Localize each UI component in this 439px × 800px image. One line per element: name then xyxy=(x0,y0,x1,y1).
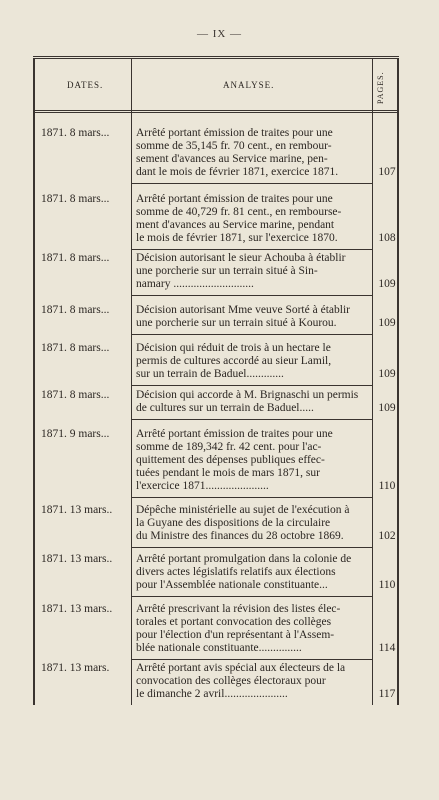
analysis-line: pour l'Assemblée nationale constituante... xyxy=(136,579,328,591)
analysis-line: pour l'élection d'un représentant à l'Assem- xyxy=(136,629,335,641)
analysis-line: somme de 40,729 fr. 81 cent., en rembourse- xyxy=(136,206,342,218)
analysis-line: quittement des dépenses publiques effec- xyxy=(136,454,325,466)
row-separator xyxy=(131,183,372,184)
table-border-right xyxy=(397,59,399,705)
analysis-line: blée nationale constituante............... xyxy=(136,642,302,654)
entry-date: 1871. 8 mars... xyxy=(41,127,110,139)
row-separator xyxy=(131,659,372,660)
analysis-line: Décision autorisant Mme veuve Sorté à établir xyxy=(136,304,350,316)
entry-page-number: 102 xyxy=(378,530,396,542)
analysis-line: dant le mois de février 1871, exercice 1871. xyxy=(136,166,339,178)
index-table xyxy=(33,56,399,705)
row-separator xyxy=(131,497,372,498)
entry-page-number: 107 xyxy=(378,166,396,178)
analysis-line: torales et portant convocation des collèges xyxy=(136,616,332,628)
row-separator xyxy=(131,295,372,296)
analysis-line: Arrêté portant promulgation dans la colonie de xyxy=(136,553,352,565)
table-header xyxy=(33,62,399,113)
analysis-line: l'exercice 1871...................... xyxy=(136,480,269,492)
analysis-line: convocation des collèges électoraux pour xyxy=(136,675,326,687)
table-border-left xyxy=(33,59,35,705)
entry-analysis xyxy=(136,342,372,381)
analysis-line: sur un terrain de Baduel............. xyxy=(136,368,284,380)
analysis-line: somme de 189,342 fr. 42 cent. pour l'ac- xyxy=(136,441,322,453)
entry-date: 1871. 13 mars. xyxy=(41,662,110,674)
analysis-line: du Ministre des finances du 28 octobre 1869. xyxy=(136,530,344,542)
entry-date: 1871. 13 mars.. xyxy=(41,603,113,615)
entry-date: 1871. 8 mars... xyxy=(41,389,110,401)
analysis-line: Arrêté portant émission de traites pour une xyxy=(136,428,333,440)
entry-analysis xyxy=(136,662,372,701)
row-separator xyxy=(131,385,372,386)
entry-analysis xyxy=(136,428,372,493)
analysis-line: Décision autorisant le sieur Achouba à établir xyxy=(136,252,346,264)
row-separator xyxy=(131,334,372,335)
entry-page-number: 108 xyxy=(378,232,396,244)
entry-analysis xyxy=(136,553,372,592)
analysis-line: le dimanche 2 avril...................... xyxy=(136,688,288,700)
row-separator xyxy=(131,596,372,597)
row-separator xyxy=(131,249,372,250)
entry-analysis xyxy=(136,127,372,179)
header-pages: PAGES. xyxy=(376,71,385,105)
entry-page-number: 117 xyxy=(378,688,396,700)
header-analyse: ANALYSE. xyxy=(223,80,275,90)
entry-analysis xyxy=(136,304,372,330)
analysis-line: somme de 35,145 fr. 70 cent., en rembour- xyxy=(136,140,332,152)
entry-page-number: 109 xyxy=(378,317,396,329)
entry-analysis xyxy=(136,603,372,655)
entry-analysis xyxy=(136,504,372,543)
entry-page-number: 110 xyxy=(378,480,396,492)
analysis-line: sement d'avances au Service marine, pen- xyxy=(136,153,328,165)
column-divider-pages xyxy=(372,59,373,705)
entry-analysis xyxy=(136,389,372,415)
analysis-line: une porcherie sur un terrain situé à Kourou. xyxy=(136,317,337,329)
entry-page-number: 109 xyxy=(378,402,396,414)
analysis-line: permis de cultures accordé au sieur Lamil, xyxy=(136,355,332,367)
entry-date: 1871. 8 mars... xyxy=(41,304,110,316)
column-divider-dates xyxy=(131,59,132,705)
analysis-line: tuées pendant le mois de mars 1871, sur xyxy=(136,467,320,479)
analysis-line: Arrêté portant avis spécial aux électeurs de la xyxy=(136,662,346,674)
entry-analysis xyxy=(136,193,372,245)
entry-date: 1871. 8 mars... xyxy=(41,193,110,205)
analysis-line: Dépêche ministérielle au sujet de l'exécution à xyxy=(136,504,350,516)
analysis-line: de cultures sur un terrain de Baduel..... xyxy=(136,402,314,414)
entry-analysis xyxy=(136,252,372,291)
analysis-line: namary ............................ xyxy=(136,278,254,290)
analysis-line: une porcherie sur un terrain situé à Sin- xyxy=(136,265,318,277)
entry-page-number: 109 xyxy=(378,368,396,380)
entry-date: 1871. 8 mars... xyxy=(41,342,110,354)
analysis-line: la Guyane des dispositions de la circulaire xyxy=(136,517,331,529)
entry-date: 1871. 9 mars... xyxy=(41,428,110,440)
row-separator xyxy=(131,547,372,548)
analysis-line: Décision qui accorde à M. Brignaschi un permis xyxy=(136,389,359,401)
analysis-line: le mois de février 1871, sur l'exercice 1870. xyxy=(136,232,338,244)
entry-date: 1871. 13 mars.. xyxy=(41,553,113,565)
entry-page-number: 114 xyxy=(378,642,396,654)
analysis-line: Décision qui réduit de trois à un hectare le xyxy=(136,342,331,354)
analysis-line: divers actes législatifs relatifs aux élections xyxy=(136,566,336,578)
analysis-line: ment d'avances au Service marine, pendant xyxy=(136,219,335,231)
entry-page-number: 110 xyxy=(378,579,396,591)
entry-date: 1871. 13 mars.. xyxy=(41,504,113,516)
analysis-line: Arrêté prescrivant la révision des listes élec- xyxy=(136,603,341,615)
row-separator xyxy=(131,419,372,420)
entry-date: 1871. 8 mars... xyxy=(41,252,110,264)
analysis-line: Arrêté portant émission de traites pour une xyxy=(136,193,333,205)
header-dates: DATES. xyxy=(67,80,104,90)
analysis-line: Arrêté portant émission de traites pour une xyxy=(136,127,333,139)
entry-page-number: 109 xyxy=(378,278,396,290)
page-number: — IX — xyxy=(196,28,243,40)
